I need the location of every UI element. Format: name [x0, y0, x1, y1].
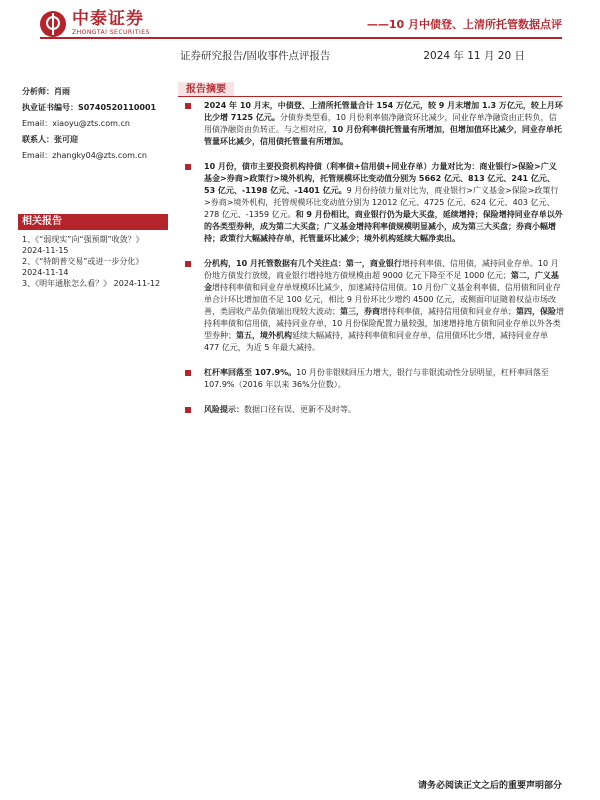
header-divider	[40, 37, 562, 39]
logo-text	[72, 10, 150, 37]
report-date: 2024 年 11 月 20 日	[423, 50, 525, 62]
document-subtitle: ——10 月中债登、上清所托管数据点评	[366, 18, 562, 31]
bold-text: 第二，广义基金	[204, 271, 559, 292]
bold-text: 风险提示：	[204, 405, 244, 414]
related-report-date: 2024-11-14	[22, 268, 69, 277]
body-text: 数据口径有误、更新不及时等。	[244, 405, 356, 414]
summary-paragraph	[204, 367, 564, 391]
analyst-info	[22, 86, 162, 166]
bold-text: 10 月份，债市主要投资机构持债（利率债+信用债+同业存单）力量对比为：商业银行>保险>广义基金>券商>政策行>境外机构，托管规模环比变动值分别为 5662 亿元、813 亿元、241 亿元、53 亿元、-1198 亿元、-1401 亿元。	[204, 162, 557, 195]
related-report-date: 2024-11-12	[113, 279, 161, 288]
summary-paragraph	[204, 161, 564, 245]
email-label: Email：	[22, 119, 53, 128]
summary-point	[180, 161, 564, 245]
related-report-item[interactable]	[22, 278, 182, 289]
related-reports-title: 相关报告	[18, 214, 168, 230]
summary-paragraph	[204, 100, 564, 148]
analyst-name: 肖雨	[54, 87, 70, 96]
body-text: 增持利率债、信用债，减持同业存单。10 月份地方债发行放缓，商业银行增持地方债规模由超 9000 亿元下降至不足 1000 亿元；	[204, 259, 559, 280]
body-text: 增持利率债和信用债，减持同业存单，10 月份保险配置力量较强，加速增持地方债和同业存单以外各类型券种；	[204, 307, 564, 340]
company-logo	[40, 10, 150, 37]
contact-label: 联系人：	[22, 135, 54, 144]
bold-text: 第三，券商	[340, 307, 380, 316]
bold-text: 分机构，10 月托管数据有几个关注点：第一，商业银行	[204, 259, 402, 268]
summary-paragraph	[204, 258, 564, 354]
contact-email-row	[22, 150, 162, 161]
related-report-item[interactable]	[22, 256, 182, 278]
brand-name-cn: 中泰证券	[72, 9, 144, 29]
brand-name-en: ZHONGTAI SECURITIES	[72, 29, 150, 36]
summary-heading: 报告摘要	[178, 82, 234, 97]
square-bullet-icon	[185, 370, 191, 376]
zhongtai-logo-icon	[40, 11, 66, 37]
contact-email-link[interactable]: zhangky04@zts.com.cn	[52, 151, 147, 160]
square-bullet-icon	[185, 164, 191, 170]
report-type: 证券研究报告/固收事件点评报告	[180, 50, 331, 62]
contact-name: 张可迎	[54, 135, 78, 144]
analyst-row	[22, 86, 162, 97]
summary-point	[180, 404, 564, 416]
bold-text: 杠杆率回落至 107.9%。	[204, 368, 297, 377]
summary-paragraph	[204, 404, 564, 416]
cert-number: S0740520110001	[78, 103, 157, 112]
related-report-item[interactable]	[22, 234, 182, 256]
summary-divider	[178, 96, 562, 97]
square-bullet-icon	[185, 103, 191, 109]
related-report-date: 2024-11-15	[22, 246, 69, 255]
body-text: 分债券类型看，10 月份利率债净融资环比减少，同业存单净融资由正转负，信用债净融资由负转正。与之相对应，	[204, 113, 557, 134]
square-bullet-icon	[185, 407, 191, 413]
body-text: 增持利率债，减持信用债和同业存单；	[380, 307, 516, 316]
cert-label: 执业证书编号：	[22, 103, 78, 112]
summary-point	[180, 367, 564, 391]
analyst-email-link[interactable]: xiaoyu@zts.com.cn	[52, 119, 130, 128]
email-label: Email：	[22, 151, 53, 160]
related-reports-list	[22, 234, 182, 289]
body-text: 10 月份非银赎回压力增大，银行与非银流动性分层明显，杠杆率回落至 107.9%（2016 年以来 36%分位数）。	[204, 368, 549, 389]
summary-body	[180, 100, 564, 429]
cert-row	[22, 102, 162, 113]
disclaimer-note: 请务必阅读正文之后的重要声明部分	[417, 781, 562, 791]
bold-text: 10 月份利率债托管量有所增加，但增加值环比减少，同业存单托管量环比减少，信用债托管量有所增加。	[204, 125, 562, 146]
related-report-title: 1、《“弱现实”向“强预期”收敛？》	[22, 235, 144, 244]
related-report-title: 3、《明年通胀怎么看？》	[22, 279, 112, 288]
bold-text: 和 9 月份相比，商业银行仍为最大买盘，延续增持；保险增持同业存单以外的各类型券种，成为第二大买盘；广义基金增持利率债规模明显减小，成为第三大买盘；券商小幅增持；政策行大幅减持存单，托管量环比减少；境外机构延续大幅净卖出。	[204, 210, 563, 243]
body-text: 9 月份持债力量对比为，商业银行>广义基金>保险>政策行>券商>境外机构，托管规模环比变动值分别为 12012 亿元、4725 亿元、624 亿元、403 亿元、278 亿元、-1359 亿元。	[204, 186, 559, 219]
summary-point	[180, 258, 564, 354]
square-bullet-icon	[185, 261, 191, 267]
contact-row	[22, 134, 162, 145]
body-text: 增持利率债和同业存单规模环比减少，加速减持信用债。10 月份广义基金利率债、信用债和同业存单合计环比增加值不足 100 亿元，相比 9 月份环比少增约 4500 亿元，或侧面印证随着权益市场改善，类固收产品负债端出现较大波动；	[204, 283, 561, 316]
related-report-title: 2、《“特朗普交易”或进一步分化》	[22, 257, 144, 266]
analyst-label: 分析师：	[22, 87, 54, 96]
bold-text: 2024 年 10 月末，中债登、上清所托管量合计 154 万亿元，较 9 月末增加 1.3 万亿元，较上月环比少增 7125 亿元。	[204, 101, 563, 122]
summary-point	[180, 100, 564, 148]
bold-text: 第四，保险	[516, 307, 556, 316]
bold-text: 第五，境外机构	[236, 331, 292, 340]
analyst-email-row	[22, 118, 162, 129]
body-text: 延续大幅减持，减持利率债和同业存单，信用债环比少增，减持同业存单 477 亿元，为近 5 年最大减持。	[204, 331, 548, 352]
